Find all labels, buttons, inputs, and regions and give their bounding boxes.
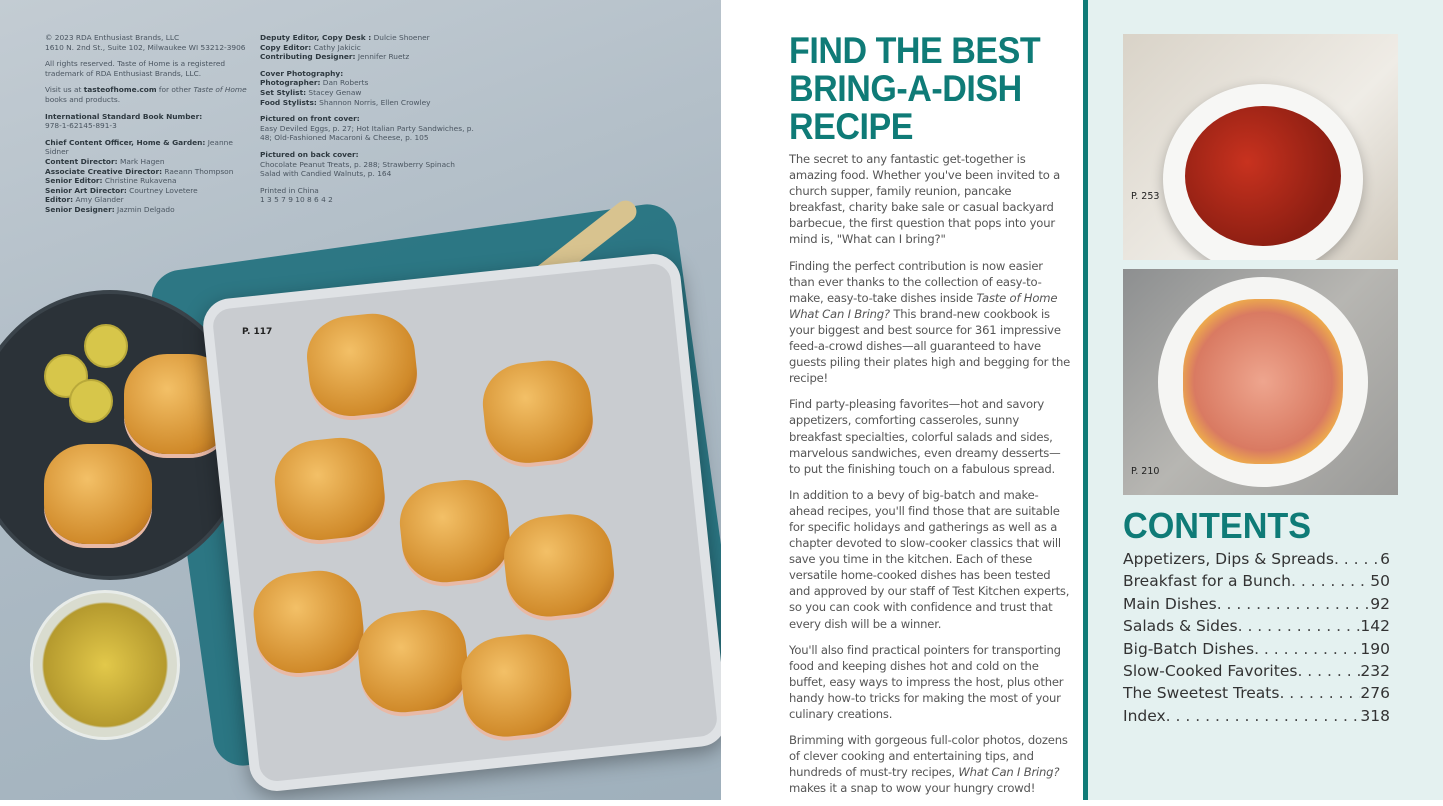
- toc-entry[interactable]: [1123, 660, 1390, 682]
- pickle-jar-image: [30, 590, 180, 740]
- toc-page-number: 318: [1360, 706, 1390, 725]
- toc-entry[interactable]: [1123, 705, 1390, 727]
- toc-page-number: 50: [1370, 572, 1390, 591]
- paragraph: You'll also find practical pointers for transporting food and keeping dishes hot and cold on the buffet, easy ways to impress the host, plus other handy how-to tricks for making the most of your culinary creations.: [789, 642, 1064, 721]
- toc-entry[interactable]: [1123, 570, 1390, 592]
- paragraph: Finding the perfect contribution is now easier than ever thanks to the collection of easy-to-make, easy-to-take dishes inside Taste of Home What Can I Bring? This brand-new cookbook is your biggest and best source for 361 impressive feed-a-crowd dishes—all guaranteed to have guests piling their plates high and begging for the recipe!: [789, 258, 1071, 386]
- toc-entry[interactable]: [1123, 638, 1390, 660]
- toc-label: Main Dishes: [1123, 594, 1217, 613]
- toc-label: Big-Batch Dishes: [1123, 639, 1255, 658]
- toc-label: The Sweetest Treats: [1123, 684, 1280, 703]
- toc-entry[interactable]: [1123, 682, 1390, 704]
- toc-entry[interactable]: [1123, 548, 1390, 570]
- intro-page: [721, 0, 1083, 800]
- credits-column-2: Deputy Editor, Copy Desk : Dulcie Shoener Copy Editor: Cathy Jakicic Contributing Designer: Jennifer Ruetz Cover Photography: Photographer: Dan Roberts Set Stylist: Stacey Genaw Food Stylists: Shannon Norris, Ellen Crowley Pictured on front cover: Easy Deviled Eggs, p. 27; Hot Italian Party Sandwiches, p. 48; Old-Fashioned Macaroni & Cheese, p. 105 Pictured on back cover: Chocolate Peanut Treats, p. 288; Strawberry Spinach Salad with Candied Walnuts, p. 164 Printed in China 1 3 5 7 9 10 8 6 4 2: [260, 33, 474, 205]
- dot-leader: [1297, 660, 1360, 682]
- toc-label: Index: [1123, 706, 1166, 725]
- contents-title: CONTENTS: [1123, 505, 1312, 546]
- paragraph: Brimming with gorgeous full-color photos, dozens of clever cooking and entertaining tips, and hundreds of must-try recipes, What Can I Bring? makes it a snap to wow your hungry crowd!: [789, 733, 1068, 796]
- dot-leader: [1217, 593, 1371, 615]
- photo-page-caption: P. 117: [242, 327, 273, 337]
- toc-page-number: 142: [1360, 617, 1390, 636]
- ham-photo: [1123, 269, 1398, 495]
- page-title: FIND THE BEST BRING-A-DISH RECIPE: [789, 30, 1041, 147]
- table-of-contents: [1123, 548, 1390, 727]
- intro-body: [789, 151, 1071, 806]
- meatballs-photo: [1123, 34, 1398, 260]
- toc-entry[interactable]: [1123, 593, 1390, 615]
- dot-leader: [1254, 638, 1360, 660]
- photo-page-caption: P. 253: [1131, 191, 1160, 202]
- paragraph: In addition to a bevy of big-batch and make-ahead recipes, you'll find those that are suitable for specific holidays and gatherings as well as a chapter devoted to slow-cooker classics that will save you time in the kitchen. Each of these versatile home-cooked dishes has been tested and approved by our staff of Test Kitchen experts, so you can cook with confidence and trust that every dish will be a winner.: [789, 487, 1070, 631]
- toc-page-number: 92: [1370, 594, 1390, 613]
- photo-page-caption: P. 210: [1131, 466, 1160, 477]
- toc-label: Appetizers, Dips & Spreads: [1123, 550, 1334, 568]
- credits-column-1: © 2023 RDA Enthusiast Brands, LLC 1610 N. 2nd St., Suite 102, Milwaukee WI 53212-3906 All rights reserved. Taste of Home is a registered trademark of RDA Enthusiast Brands, LLC. Visit us at tasteofhome.com for other Taste of Home books and products. International Standard Book Number: 978-1-62145-891-3 Chief Content Officer, Home & Garden: Jeanne Sidner Content Director: Mark Hagen Associate Creative Director: Raeann Thompson Senior Editor: Christine Rukavena Senior Art Director: Courtney Lovetere Editor: Amy Glander Senior Designer: Jazmin Delgado: [45, 33, 247, 214]
- left-page: [0, 0, 721, 800]
- toc-entry[interactable]: [1123, 615, 1390, 637]
- sandwich-pan-image: [200, 251, 721, 793]
- toc-label: Slow-Cooked Favorites: [1123, 662, 1298, 681]
- dot-leader: [1279, 682, 1360, 704]
- contents-page: [1088, 0, 1443, 800]
- toc-page-number: 6: [1380, 550, 1390, 568]
- dot-leader: [1291, 570, 1370, 592]
- toc-page-number: 232: [1360, 662, 1390, 681]
- toc-page-number: 276: [1360, 684, 1390, 703]
- toc-page-number: 190: [1360, 639, 1390, 658]
- dot-leader: [1166, 705, 1361, 727]
- dot-leader: [1238, 615, 1361, 637]
- dot-leader: [1334, 548, 1380, 570]
- website-link: tasteofhome.com: [83, 85, 157, 95]
- toc-label: Salads & Sides: [1123, 617, 1238, 636]
- toc-label: Breakfast for a Bunch: [1123, 572, 1292, 591]
- paragraph: The secret to any fantastic get-together is amazing food. Whether you've been invited to a church supper, family reunion, pancake breakfast, charity bake sale or casual backyard barbecue, the first question that pops into your mind is, "What can I bring?": [789, 152, 1061, 247]
- paragraph: Find party-pleasing favorites—hot and savory appetizers, comforting casseroles, sunny breakfast specialties, colorful salads and sides, marvelous sandwiches, even dreamy desserts—to put the finishing touch on a fabulous spread.: [789, 397, 1061, 476]
